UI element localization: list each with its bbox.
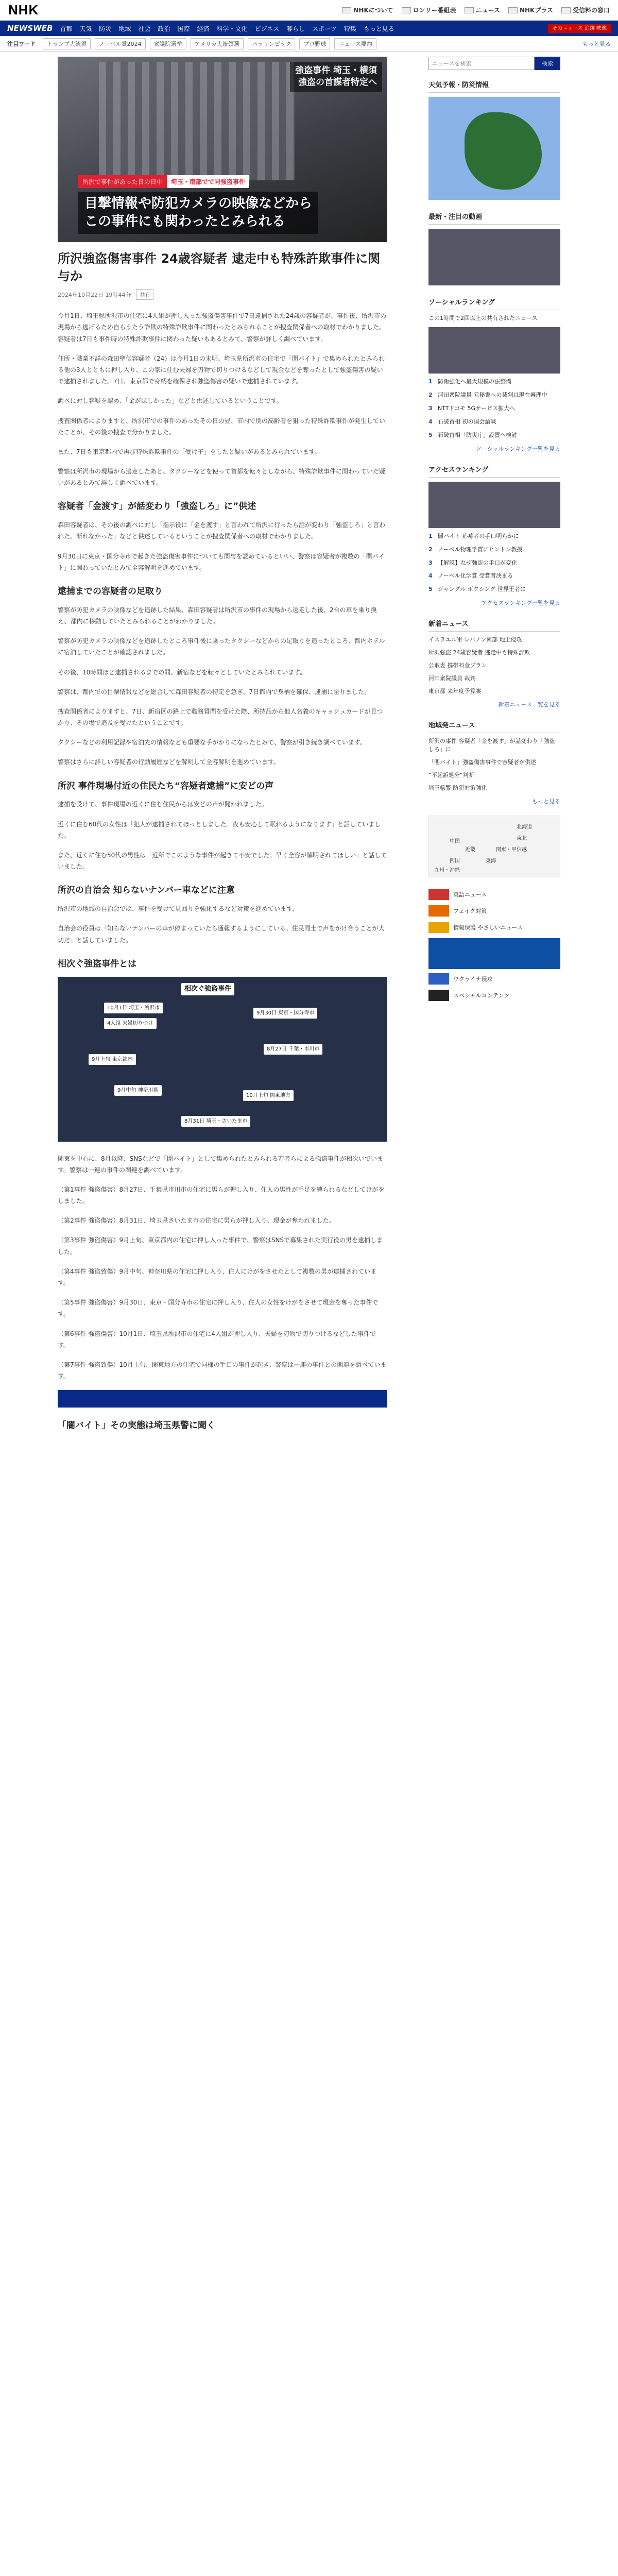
top-nav-item[interactable]: ニュース: [465, 6, 500, 14]
trending-tag[interactable]: パラリンピック: [248, 38, 296, 49]
paragraph: 関東を中心に、8月以降、SNSなどで「闇バイト」として集められたとみられる若者らによる強盗事件が相次いでいます。警察は一連の事件の関連を調べています。: [58, 1155, 383, 1174]
paragraph: 近くに住む60代の女性は「犯人が逮捕されてほっとしました。夜も安心して眠れるようになります」と話していました。: [58, 820, 381, 839]
social-ranking-section: [428, 297, 560, 453]
paragraph: 逮捕を受けて、事件現場の近くに住む住民からは安どの声が聞かれました。: [58, 801, 268, 808]
paragraph: 調べに対し容疑を認め、「金がほしかった」などと供述しているということです。: [58, 397, 283, 405]
weather-map[interactable]: [428, 97, 560, 200]
sidebar: [428, 52, 560, 1438]
trending-more-link[interactable]: もっと見る: [582, 40, 611, 47]
nav-item[interactable]: 科学・文化: [216, 25, 248, 32]
paragraph: また、7日も東京都内で再び特殊詐欺事件の「受け子」をしたと疑いがあるとみられています。: [58, 448, 321, 455]
section-banner: [58, 1390, 387, 1408]
ranking-item[interactable]: 2 ノーベル物理学賞にヒントン教授: [428, 546, 523, 553]
top-nav-item[interactable]: NHKプラス: [508, 6, 553, 14]
top-nav-item[interactable]: 受信料の窓口: [561, 6, 610, 14]
social-ranking-heading: ソーシャルランキング: [428, 297, 560, 310]
trending-tag[interactable]: ノーベル賞2024: [95, 38, 146, 49]
local-more-link[interactable]: もっと見る: [532, 798, 560, 805]
section-heading: 逮捕までの容疑者の足取り: [58, 586, 163, 597]
newsweb-brand[interactable]: NEWSWEB: [7, 24, 53, 33]
service-link[interactable]: ウクライナ侵攻: [428, 973, 560, 985]
search-button[interactable]: 検索: [535, 57, 560, 70]
ranking-item[interactable]: 2 河田衆院議員 元秘書への裁判は現在審理中: [428, 391, 547, 398]
video-thumbnail[interactable]: [428, 229, 560, 285]
news-list-item[interactable]: 埼玉県警 防犯対策強化: [428, 784, 487, 791]
box-icon: [508, 7, 518, 13]
top-nav-item[interactable]: ロンリー番組表: [402, 6, 456, 14]
new-news-more-link[interactable]: 新着ニュース一覧を見る: [498, 701, 560, 708]
nhk-logo[interactable]: NHK: [8, 2, 39, 18]
section-heading: 相次ぐ強盗事件とは: [58, 958, 136, 969]
nav-item[interactable]: 天気: [79, 25, 92, 32]
ranking-item[interactable]: 1 闇バイト 応募者の手口明らかに: [428, 532, 519, 539]
news-list-item[interactable]: 公取委 携帯料金プラン: [428, 662, 487, 669]
social-note: この1時間で2回以上の共有されたニュース: [428, 315, 538, 321]
service-link[interactable]: スペシャルコンテンツ: [428, 990, 560, 1001]
nav-item[interactable]: 暮らし: [286, 25, 305, 32]
box-icon: [402, 7, 411, 13]
service-link[interactable]: 英語ニュース: [428, 889, 560, 900]
ranking-item[interactable]: 3 【解説】なぜ強盗の手口が変化: [428, 559, 517, 566]
region-link[interactable]: 東海: [486, 858, 496, 864]
region-link[interactable]: 東北: [517, 835, 527, 841]
trending-tag[interactable]: アメリカ大統領選: [191, 38, 244, 49]
top-nav: [342, 6, 610, 14]
ranking-item[interactable]: 1 防衛強化へ最大規模の法整備: [428, 378, 511, 385]
hero-pill: [78, 175, 249, 188]
trending-bar: [0, 36, 618, 52]
paragraph: （第2事件 強盗傷害）8月31日、埼玉県さいたま市の住宅に男らが押し入り、現金が奪われました。: [58, 1217, 335, 1225]
search-input[interactable]: [428, 57, 535, 70]
diagram-label: 9月中旬 神奈川県: [114, 1085, 162, 1096]
nav-item[interactable]: ビジネス: [254, 25, 280, 32]
nav-item[interactable]: 首都: [60, 25, 73, 32]
hero-caption: 目撃情報や防犯カメラの映像などから この事件にも関わったとみられる: [78, 192, 318, 234]
paragraph: また、近くに住む50代の男性は「近所でこのような事件が起きて不安でした。早く全容が解明されてほしい」と話していました。: [58, 852, 387, 871]
diagram-label: 10月上旬 関東地方: [243, 1090, 294, 1101]
paragraph: 警察は、都内での目撃情報などを総合して森田容疑者の特定を急ぎ、7日都内で身柄を確保、逮捕に至りました。: [58, 688, 371, 696]
hero-pill-a: 所沢で事件があった日の日中: [78, 175, 167, 188]
trending-tag[interactable]: プロ野球: [299, 38, 330, 49]
paragraph: 警察はさらに詳しい容疑者の行動履歴などを解明して全容解明を進めています。: [58, 758, 280, 766]
diagram-label: 9月上旬 東京都内: [89, 1054, 136, 1065]
paragraph: （第7事件 強盗致傷）10月上旬、関東地方の住宅で同様の手口の事件が起き、警察は一連の事件との関連を調べています。: [58, 1361, 387, 1380]
article-title: 所沢強盗傷害事件 24歳容疑者 逮走中も特殊許欺事件に関与か: [58, 251, 381, 283]
diagram-label: 8月31日 埼玉・さいたま市: [181, 1116, 250, 1127]
paragraph: 9月30日に東京・国分寺市で起きた強盗傷害事件についても関与を認めているといい、警察は容疑者が複数の「闇バイト」に関わっていたとみて全容解明を進めています。: [58, 552, 385, 571]
top-nav-item[interactable]: NHKについて: [342, 6, 393, 14]
latest-video-section: [428, 211, 560, 285]
hero-pill-b: 埼玉・南部でで同強盗事件: [167, 175, 249, 188]
building-image: [99, 62, 295, 180]
region-map: [428, 816, 560, 877]
box-icon: [465, 7, 474, 13]
paragraph: 捜査関係者によりますと、所沢市での事件のあったその日の昼、市内で別の高齢者を狙った特殊詐欺事件が発生していたことが、その後の捜査で分かりました。: [58, 417, 385, 436]
service-link[interactable]: 情報保護 やさしいニュース: [428, 922, 560, 933]
new-news-section: [428, 618, 560, 708]
section-heading: 容疑者「金渡す」が話変わり「強盗しろ」に”供述: [58, 501, 256, 512]
weather-heading[interactable]: 天気予報・防災情報: [428, 79, 560, 93]
paragraph: 今月1日、埼玉県所沢市の住宅に4人組が押し入った強盗傷害事件で7日逮捕された24歳の容疑者が、事件後、所沢市の現場から逃げるため自らうたう詐欺の特殊詐欺事件に関わったとみられることが捜査関係者への取材でわかりました。容疑者は7日も事件時の特殊詐欺事件に関わった疑いもあるとみて、警察が詳しく調べています。: [58, 312, 387, 343]
main-nav: [0, 21, 618, 36]
ranking-item[interactable]: 5 ジャングル ボクシング 世界王者に: [428, 586, 526, 593]
top-bar: [0, 0, 618, 21]
paragraph: 警察が防犯カメラの映像などを追跡したところ事件後に乗ったタクシーなどからの足取りを追ったところ、都内ホテルに宿泊していたことが確認されました。: [58, 637, 385, 656]
service-logo-icon: [428, 905, 449, 917]
news-list-item[interactable]: 河田衆院議員 裁判: [428, 675, 476, 682]
service-logo-icon: [428, 922, 449, 933]
article-date: 2024年10月22日 19時44分: [58, 291, 131, 298]
nav-item[interactable]: 国際: [177, 25, 190, 32]
nav-item[interactable]: 防災: [99, 25, 112, 32]
hero-video[interactable]: [58, 57, 387, 242]
news-list-item[interactable]: 所沢の事件 容疑者「金を渡す」が話変わり「強盗しろ」に: [428, 738, 555, 753]
paragraph: （第5事件 強盗傷害）9月30日、東京・国分寺市の住宅に押し入り、住人の女性をけがをさせて現金を奪った事件です。: [58, 1299, 379, 1318]
section-heading: 所沢 事件現場付近の住民たち“容疑者逮捕”に安どの声: [58, 781, 274, 791]
paragraph: 捜査関係者によりますと、7日、新宿区の路上で職務質問を受けた際、所持品から他人名義のキャッシュカードが見つかり、その場で追及を受けたということです。: [58, 707, 383, 727]
paragraph: 森田容疑者は、その後の調べに対し「指示役に「金を渡す」と言われて所沢に行ったら話が変わり「強盗しろ」と言われた。断れなかった」などと供述しているということが捜査関係者への取材でわかりました。: [58, 521, 386, 540]
diagram-label: 4人組 夫婦切りつけ: [104, 1018, 157, 1029]
service-logo-icon: [428, 973, 449, 985]
news-list-item[interactable]: 東京都 来年度予算案: [428, 688, 482, 695]
diagram-label: 9月30日 東京・国分寺市: [253, 1008, 317, 1019]
diagram-label: 8月27日 千葉・市川市: [264, 1044, 322, 1055]
search-bar: [428, 57, 560, 70]
new-news-heading: 新着ニュース: [428, 618, 560, 632]
trending-tag[interactable]: ニュース要約: [334, 38, 376, 49]
paragraph: （第1事件 強盗傷害）8月27日、千葉県市川市の住宅に男らが押し入り、住人の男性が手足を縛られるなどしてけがをしました。: [58, 1185, 385, 1205]
paragraph: 警察は所沢市の現場から逃走したあと、タクシーなどを使って首都を転々としながら、特殊詐欺事件に関わっていた疑いがあるとみて詳しく調べています。: [58, 468, 385, 487]
region-link[interactable]: 関東・甲信越: [496, 846, 527, 853]
region-link[interactable]: 九州・沖縄: [434, 867, 460, 873]
news-list-item[interactable]: 所沢強盗 24歳容疑者 逃走中も特殊詐欺: [428, 649, 530, 656]
nav-item[interactable]: もっと見る: [363, 25, 394, 32]
news-list-item[interactable]: “不起訴処分”判断: [428, 771, 474, 778]
paragraph: （第3事件 強盗傷害）9月上旬、東京都内の住宅に押し入った事件で、警察はSNSで募集された実行役の男を逮捕しました。: [58, 1236, 383, 1256]
trending-label: 注目ワード: [7, 40, 36, 47]
region-link[interactable]: 北海道: [517, 824, 532, 830]
diagram-label: 10月1日 埼玉・所沢市: [104, 1003, 163, 1013]
japan-map-shape: [465, 112, 542, 190]
nav-item[interactable]: スポーツ: [312, 25, 337, 32]
section-heading: 所沢の自治会 知らないナンバー車などに注意: [58, 885, 235, 896]
paragraph: 自治会の役員は「知らないナンバーの車が停まっていたら通報するようにしている。住民同士で声をかけ合うことが大切だ」と話していました。: [58, 925, 385, 944]
weather-section: [428, 79, 560, 200]
trending-tag[interactable]: 衆議院選挙: [150, 38, 186, 49]
box-icon: [342, 7, 351, 13]
access-ranking-heading: アクセスランキング: [428, 464, 560, 478]
service-logo-icon: [428, 990, 449, 1001]
services-section: [428, 889, 560, 1001]
local-news-section: [428, 720, 560, 877]
service-logo-icon: [428, 889, 449, 900]
ranking-item[interactable]: 4 ノーベル化学賞 受賞者決まる: [428, 572, 513, 580]
nav-item[interactable]: 経済: [197, 25, 210, 32]
paragraph: タクシーなどの利用記録や宿泊先の情報なども重要な手がかりになったとみて、警察が引き続き調べています。: [58, 739, 366, 747]
article-main: [58, 52, 387, 1438]
paragraph: （第4事件 強盗致傷）9月中旬、神奈川県の住宅に押し入り、住人にけがをさせたとして複数の男が逮捕されています。: [58, 1267, 377, 1287]
hero-corner-caption: 強盗事件 埼玉・横須 強盗の首謀者特定へ: [290, 62, 382, 92]
local-news-heading: 地域発ニュース: [428, 720, 560, 733]
region-link[interactable]: 近畿: [465, 846, 475, 853]
access-ranking-section: [428, 464, 560, 607]
ranking-thumbnail[interactable]: [428, 327, 560, 374]
nav-item[interactable]: 地域: [118, 25, 131, 32]
incident-map-diagram: [58, 977, 387, 1142]
promo-banner[interactable]: [428, 938, 560, 969]
nav-item[interactable]: 社会: [138, 25, 151, 32]
news-list-item[interactable]: 「闇バイト」強盗傷害事件で容疑者が供述: [428, 758, 536, 766]
ranking-item[interactable]: 3 NTTドコモ 5Gサービス拡大へ: [428, 404, 516, 412]
nav-item[interactable]: 政治: [158, 25, 170, 32]
ranking-item[interactable]: 5 石破首相「防災庁」設置へ検討: [428, 431, 517, 438]
paragraph: 住所・職業不詳の森田聖伝容疑者（24）は今月1日の未明、埼玉県所沢市の住宅で「闇バイト」で集められたとみられる他の3人とともに押し入り、この家に住む夫婦を刃物で切りつけるなどして現金などを奪ったとして強盗傷害の疑いで逮捕されました。7日、東京都で身柄を確保され強盗傷害の疑いで逮捕されています。: [58, 354, 385, 385]
paragraph: 所沢市の地域の自治会では、事件を受けて見回りを強化するなど対策を進めています。: [58, 905, 299, 913]
access-more-link[interactable]: アクセスランキング一覧を見る: [481, 600, 560, 607]
section-heading: 「闇バイト」その実態は埼玉県警に聞く: [58, 1420, 215, 1431]
paragraph: （第6事件 強盗傷害）10月1日、埼玉県所沢市の住宅に4人組が押し入り、夫婦を刃物で切りつけるなどした事件です。: [58, 1330, 376, 1349]
service-link[interactable]: フェイク対策: [428, 905, 560, 917]
social-more-link[interactable]: ソーシャルランキング一覧を見る: [475, 445, 560, 452]
diagram-title: 相次ぐ強盗事件: [181, 983, 234, 996]
special-link[interactable]: そのニュース 追跡 映像: [548, 24, 611, 33]
ranking-item[interactable]: 4 石破首相 初の国会論戦: [428, 418, 496, 425]
paragraph: 警察が防犯カメラの映像などを追跡した結果、森田容疑者は所沢市の事件の現場から逃走した後、2台の車を乗り換え、都内に移動していたとみられることがわかりました。: [58, 606, 377, 625]
box-icon: [561, 7, 571, 13]
trending-tag[interactable]: トランプ大統領: [43, 38, 91, 49]
latest-video-heading: 最新・注目の動画: [428, 211, 560, 225]
ranking-thumbnail[interactable]: [428, 482, 560, 528]
paragraph: その後、10時間ほど逮捕されるまでの間、新宿などを転々としていたとみられています。: [58, 668, 306, 676]
content-wrapper: [0, 52, 618, 1438]
article-meta: [58, 289, 387, 300]
news-list-item[interactable]: イスラエル軍 レバノン南部 地上侵攻: [428, 636, 522, 643]
nav-item[interactable]: 特集: [344, 25, 356, 32]
region-link[interactable]: 四国: [450, 858, 460, 864]
region-link[interactable]: 中国: [450, 838, 460, 844]
share-button[interactable]: 共有: [136, 289, 153, 300]
